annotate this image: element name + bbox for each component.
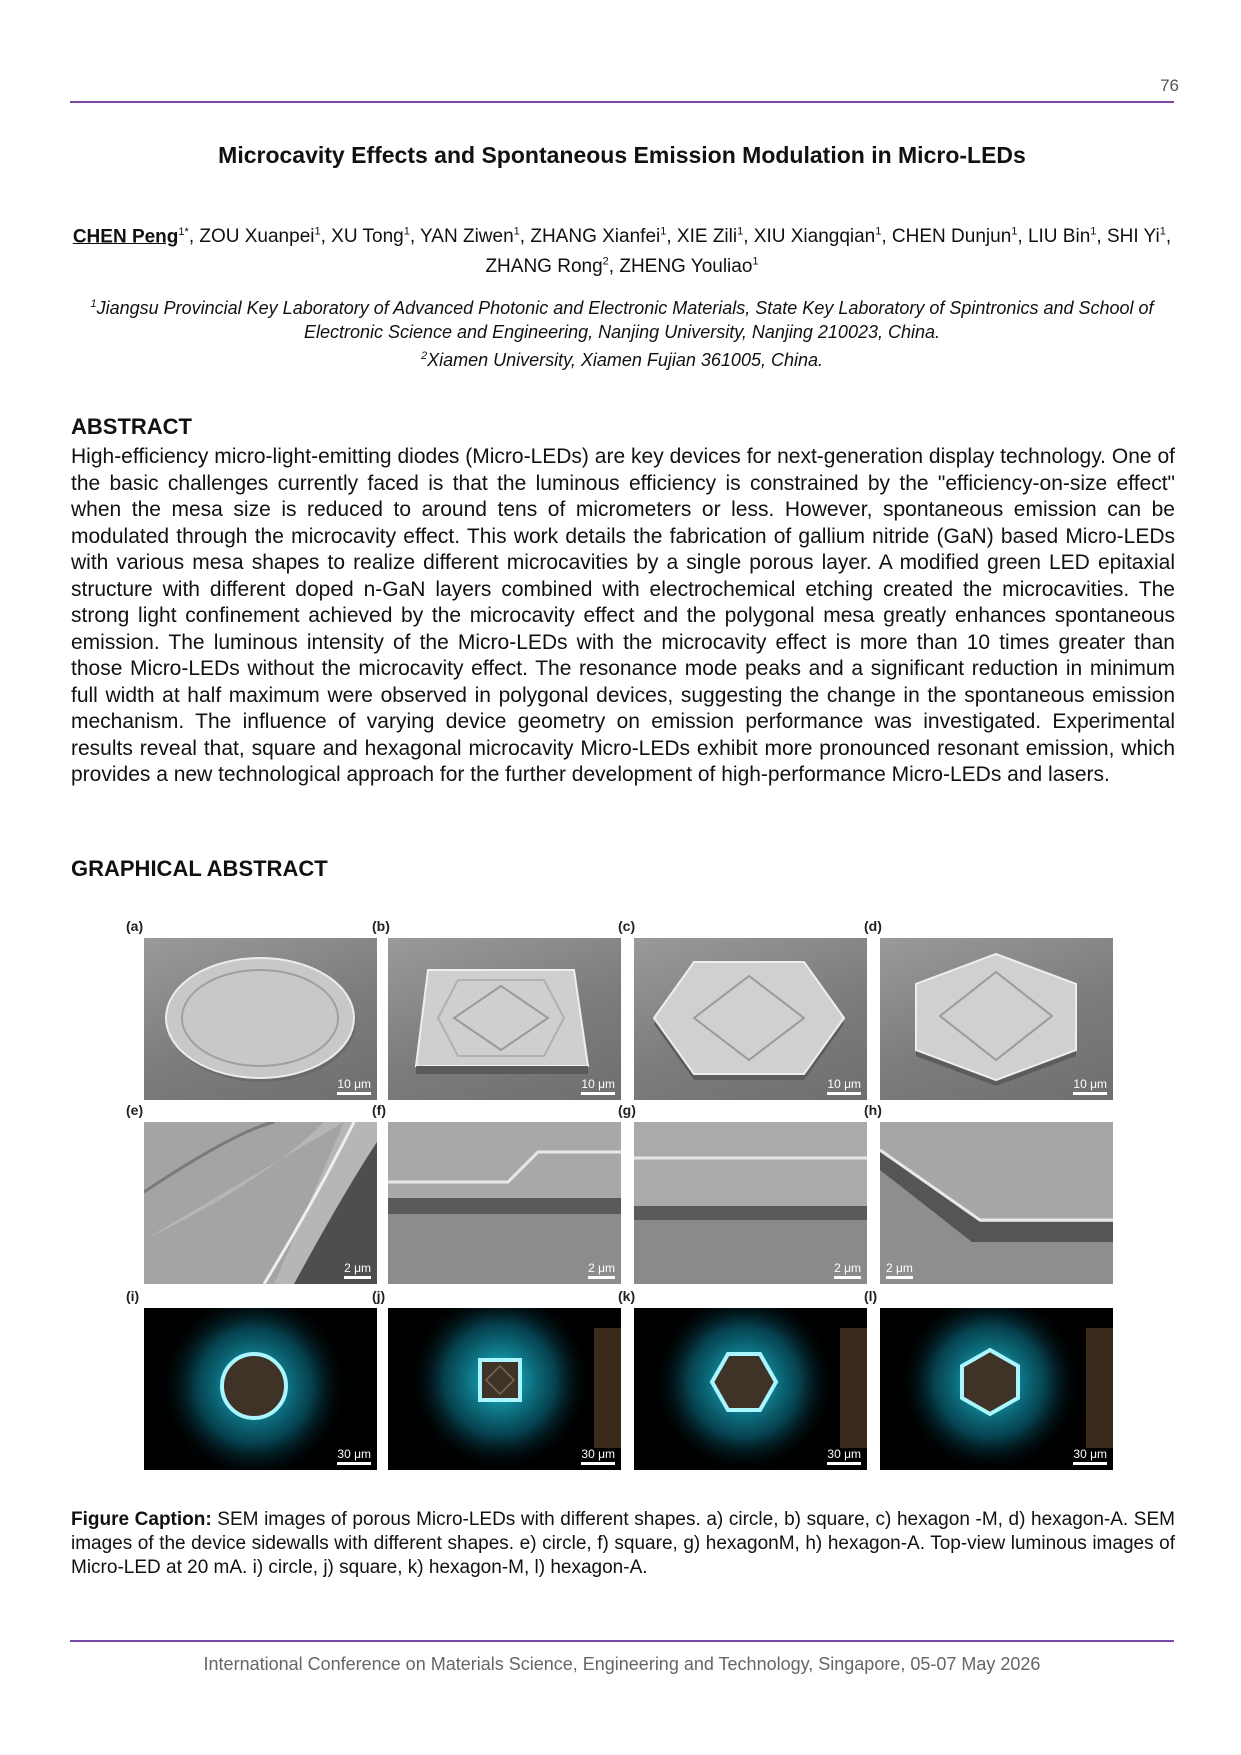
caption-label: Figure Caption:: [71, 1509, 212, 1530]
co-author-sup: 1: [752, 255, 759, 268]
panel-label: (h): [864, 1102, 882, 1118]
co-author: , SHI Yi: [1096, 226, 1160, 248]
co-authors: [189, 226, 1171, 276]
scale-bar: 30 μm: [337, 1447, 371, 1465]
co-author: , YAN Ziwen: [409, 226, 514, 248]
paper-title: Microcavity Effects and Spontaneous Emission Modulation in Micro-LEDs: [218, 142, 1026, 168]
co-author: , CHEN Dunjun: [881, 226, 1012, 248]
co-author-sup: 1: [1011, 226, 1018, 238]
co-author: , ZHANG Rong: [485, 226, 1172, 277]
conference-footer: International Conference on Materials Science, Engineering and Technology, Singapore, 05-07 May 2026: [203, 1654, 1041, 1674]
affil-1: Jiangsu Provincial Key Laboratory of Advanced Photonic and Electronic Materials, State Key Laboratory of Spintronics and School of Electronic Science and Engineering, Nanjing University, Nanjing 210023, China.: [96, 298, 1154, 342]
co-author-sup: 1: [403, 226, 410, 238]
panel-l-hexagon-a-luminous: [880, 1308, 1113, 1470]
panel-label: (c): [618, 918, 636, 934]
affil-2: Xiamen University, Xiamen Fujian 361005, China.: [427, 350, 823, 370]
scale-bar: 30 μm: [581, 1447, 615, 1465]
panel-k-hexagon-m-luminous: [634, 1308, 867, 1470]
co-author: , XU Tong: [320, 226, 404, 248]
panel-h-hexagon-a-sidewall: [880, 1122, 1113, 1284]
figure-caption: [71, 1508, 1175, 1580]
panel-label: (a): [126, 918, 144, 934]
lead-author-sup: 1*: [178, 226, 189, 238]
co-author-sup: 1: [737, 226, 744, 238]
panel-b-square-sem: [388, 938, 621, 1100]
graphical-abstract-heading: GRAPHICAL ABSTRACT: [71, 856, 328, 881]
panel-i-circle-luminous: [144, 1308, 377, 1470]
panel-label: (l): [864, 1288, 878, 1304]
scale-bar: 30 μm: [827, 1447, 861, 1465]
affil-1-sup: 1: [90, 298, 97, 310]
co-author: , XIU Xiangqian: [743, 226, 876, 248]
abstract-text: High-efficiency micro-light-emitting diodes (Micro-LEDs) are key devices for next-generation display technology. One of the basic challenges currently faced is that the luminous efficiency is constrained by the "efficiency-on-size effect" when the mesa size is reduced to around tens of micrometers or less. However, spontaneous emission can be modulated through the microcavity effect. This work details the fabrication of gallium nitride (GaN) based Micro-LEDs with various mesa shapes to realize different microcavities by a single porous layer. A modified green LED epitaxial structure with different doped n-GaN layers combined with electrochemical etching created the microcavities. The strong light confinement achieved by the microcavity effect and the polygonal mesa greatly enhances spontaneous emission. The luminous intensity of the Micro-LEDs with the microcavity effect is more than 10 times greater than those Micro-LEDs without the microcavity effect. The resonance mode peaks and a significant reduction in minimum full width at half maximum were observed in polygonal devices, suggesting the change in the spontaneous emission mechanism. The influence of varying device geometry on emission performance was investigated. Experimental results reveal that, square and hexagonal microcavity Micro-LEDs exhibit more pronounced resonant emission, which provides a new technological approach for the further development of high-performance Micro-LEDs and lasers.: [71, 445, 1175, 786]
affiliations: [70, 292, 1174, 372]
caption-text: SEM images of porous Micro-LEDs with different shapes. a) circle, b) square, c) hexagon -M, d) hexagon-A. SEM images of the device sidewalls with different shapes. e) circle, f) square, g) hexagonM, h) hexagon-A. Top-view luminous images of Micro-LED at 20 mA. i) circle, j) square, k) hexagon-M, l) hexagon-A.: [71, 1509, 1175, 1578]
panel-j-square-luminous: [388, 1308, 621, 1470]
scale-bar: 10 μm: [827, 1077, 861, 1095]
panel-label: (b): [372, 918, 390, 934]
panel-label: (i): [126, 1288, 140, 1304]
scale-bar: 2 μm: [886, 1261, 913, 1279]
panel-d-hexagon-a-sem: [880, 938, 1113, 1100]
header-rule: [70, 101, 1174, 103]
co-author-sup: 1: [660, 226, 667, 238]
panel-a-circle-sem: [144, 938, 377, 1100]
panel-e-circle-sidewall: [144, 1122, 377, 1284]
co-author: , XIE Zili: [666, 226, 738, 248]
co-author: , ZHENG Youliao: [608, 255, 753, 277]
page-number: 76: [1160, 76, 1179, 95]
co-author-sup: 1: [875, 226, 882, 238]
figure-sem-panels: [126, 918, 1116, 1475]
affil-2-sup: 2: [421, 350, 428, 362]
abstract-heading: ABSTRACT: [71, 414, 192, 439]
panel-label: (e): [126, 1102, 144, 1118]
co-author: , LIU Bin: [1017, 226, 1091, 248]
co-author-sup: 1: [1090, 226, 1097, 238]
panel-c-hexagon-m-sem: [634, 938, 867, 1100]
panel-f-square-sidewall: [388, 1122, 621, 1284]
scale-bar: 10 μm: [337, 1077, 371, 1095]
panel-label: (k): [618, 1288, 636, 1304]
panel-label: (d): [864, 918, 882, 934]
co-author-sup: 1: [513, 226, 520, 238]
scale-bar: 2 μm: [344, 1261, 371, 1279]
co-author-sup: 1: [314, 226, 321, 238]
scale-bar: 2 μm: [588, 1261, 615, 1279]
panel-label: (f): [372, 1102, 386, 1118]
panel-label: (g): [618, 1102, 636, 1118]
co-author-sup: 1: [1159, 226, 1166, 238]
co-author: , ZOU Xuanpei: [188, 226, 315, 248]
co-author: , ZHANG Xianfei: [519, 226, 661, 248]
scale-bar: 10 μm: [581, 1077, 615, 1095]
footer-rule: [70, 1640, 1174, 1642]
scale-bar: 30 μm: [1073, 1447, 1107, 1465]
co-author-sup: 2: [602, 255, 609, 268]
lead-author: CHEN Peng: [72, 226, 179, 248]
scale-bar: 10 μm: [1073, 1077, 1107, 1095]
panel-g-hexagon-m-sidewall: [634, 1122, 867, 1284]
author-list: [70, 220, 1174, 279]
panel-label: (j): [372, 1288, 386, 1304]
scale-bar: 2 μm: [834, 1261, 861, 1279]
